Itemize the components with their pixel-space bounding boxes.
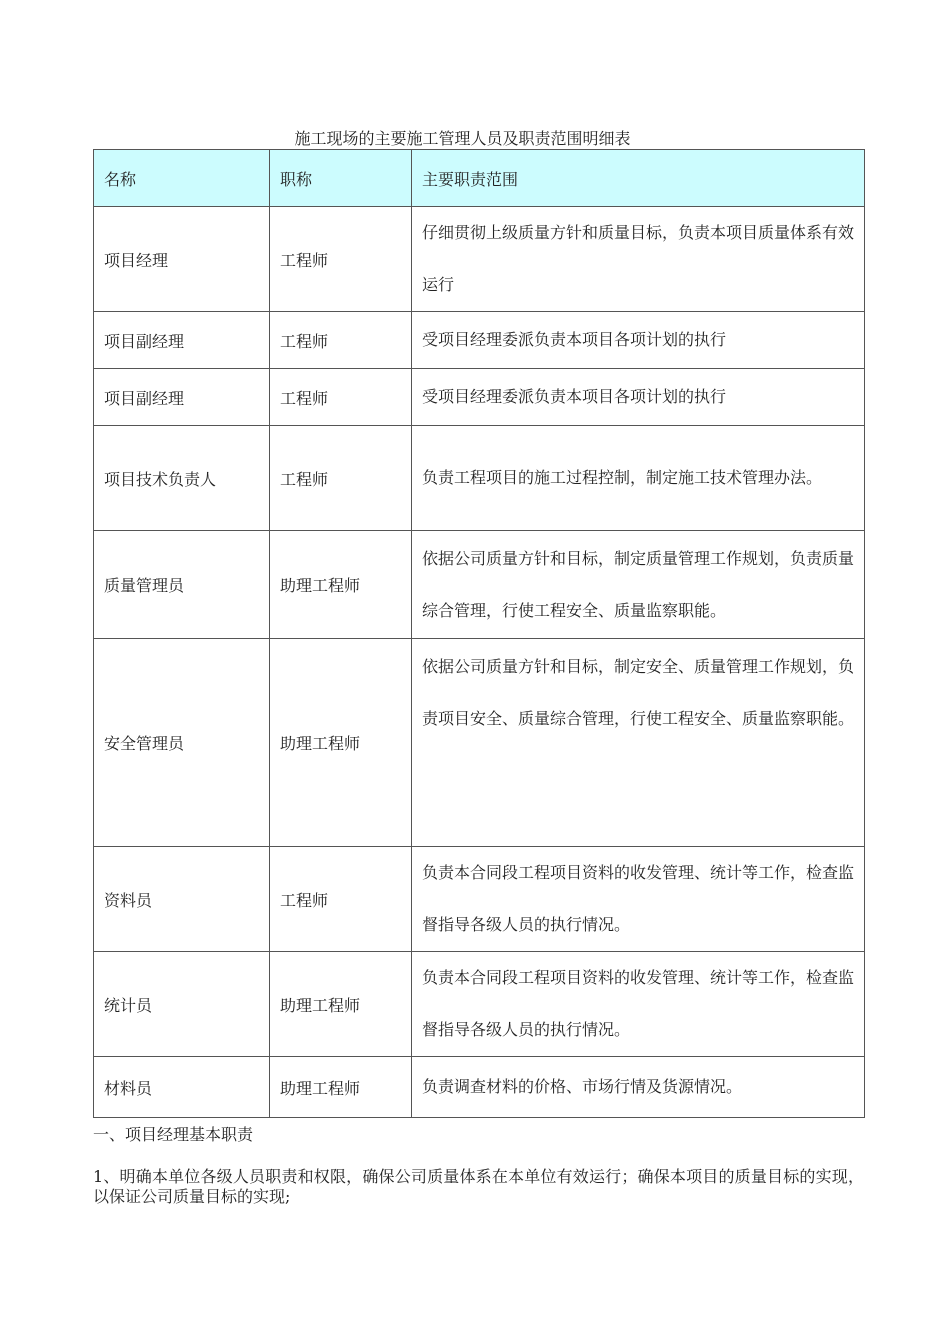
cell-responsibility: 依据公司质量方针和目标，制定安全、质量管理工作规划，负责项目安全、质量综合管理，行使工程安全、质量监察职能。 xyxy=(412,639,865,847)
table-row xyxy=(94,426,865,531)
cell-rank: 助理工程师 xyxy=(270,1057,412,1118)
header-responsibility: 主要职责范围 xyxy=(412,150,865,207)
table-header-row xyxy=(94,150,865,207)
cell-name: 项目副经理 xyxy=(94,369,270,426)
cell-rank: 工程师 xyxy=(270,847,412,952)
cell-name: 资料员 xyxy=(94,847,270,952)
cell-name: 材料员 xyxy=(94,1057,270,1118)
cell-name: 统计员 xyxy=(94,952,270,1057)
cell-responsibility: 仔细贯彻上级质量方针和质量目标，负责本项目质量体系有效运行 xyxy=(412,207,865,312)
cell-responsibility: 受项目经理委派负责本项目各项计划的执行 xyxy=(412,312,865,369)
responsibility-table xyxy=(93,149,865,1118)
cell-rank: 工程师 xyxy=(270,207,412,312)
cell-rank: 工程师 xyxy=(270,426,412,531)
cell-responsibility: 负责工程项目的施工过程控制，制定施工技术管理办法。 xyxy=(412,426,865,531)
table-row xyxy=(94,1057,865,1118)
cell-name: 安全管理员 xyxy=(94,639,270,847)
table-row xyxy=(94,639,865,847)
cell-rank: 工程师 xyxy=(270,312,412,369)
cell-responsibility: 负责本合同段工程项目资料的收发管理、统计等工作，检查监督指导各级人员的执行情况。 xyxy=(412,952,865,1057)
table-row xyxy=(94,207,865,312)
table-row xyxy=(94,952,865,1057)
cell-responsibility: 负责调查材料的价格、市场行情及货源情况。 xyxy=(412,1057,865,1118)
table-row xyxy=(94,369,865,426)
table-row xyxy=(94,847,865,952)
cell-name: 项目技术负责人 xyxy=(94,426,270,531)
cell-rank: 助理工程师 xyxy=(270,952,412,1057)
cell-name: 质量管理员 xyxy=(94,531,270,639)
header-rank: 职称 xyxy=(270,150,412,207)
cell-rank: 助理工程师 xyxy=(270,531,412,639)
cell-responsibility: 受项目经理委派负责本项目各项计划的执行 xyxy=(412,369,865,426)
table-title: 施工现场的主要施工管理人员及职责范围明细表 xyxy=(294,129,631,148)
cell-responsibility: 负责本合同段工程项目资料的收发管理、统计等工作，检查监督指导各级人员的执行情况。 xyxy=(412,847,865,952)
cell-rank: 助理工程师 xyxy=(270,639,412,847)
section-heading: 一、项目经理基本职责 xyxy=(93,1125,254,1144)
cell-rank: 工程师 xyxy=(270,369,412,426)
header-name: 名称 xyxy=(94,150,270,207)
table-row xyxy=(94,312,865,369)
table-row xyxy=(94,531,865,639)
cell-responsibility: 依据公司质量方针和目标，制定质量管理工作规划，负责质量综合管理，行使工程安全、质量监察职能。 xyxy=(412,531,865,639)
cell-name: 项目经理 xyxy=(94,207,270,312)
cell-name: 项目副经理 xyxy=(94,312,270,369)
body-paragraph: 1、明确本单位各级人员职责和权限，确保公司质量体系在本单位有效运行；确保本项目的质量目标的实现，以保证公司质量目标的实现; xyxy=(93,1167,864,1206)
